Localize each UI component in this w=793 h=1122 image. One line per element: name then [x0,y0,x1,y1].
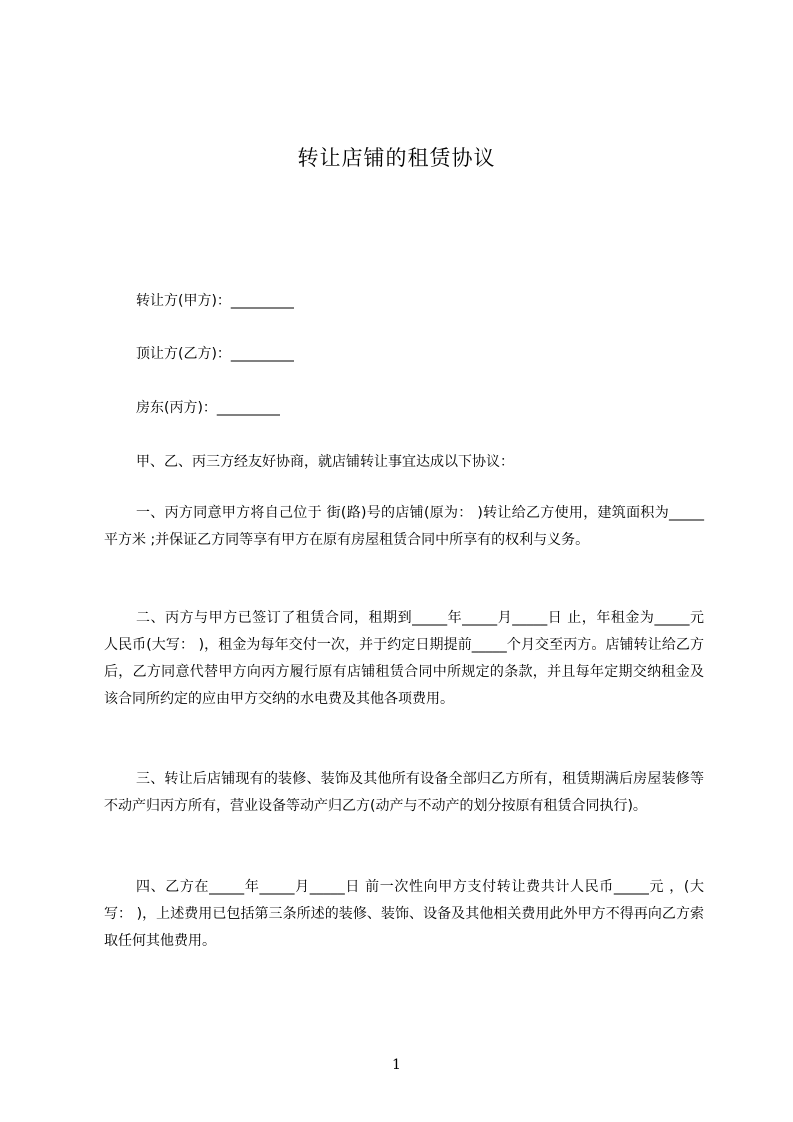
party-transferor: 转让方(甲方)：_________ [136,293,294,309]
clause-1: 一、丙方同意甲方将自己位于 街(路)号的店铺(原为： )转让给乙方使用，建筑面积为_____平方米 ;并保证乙方同等享有甲方在原有房屋租赁合同中所享有的权利与义务。 [104,505,704,548]
party-transferee: 顶让方(乙方)：_________ [136,346,294,362]
document-title: 转让店铺的租赁协议 [297,146,496,170]
clause-2: 二、丙方与甲方已签订了租赁合同，租期到_____年_____月_____日 止，年租金为_____元 人民币(大写： )，租金为每年交付一次，并于约定日期提前_____个月交至丙方。店铺转让给乙方后，乙方同意代替甲方向丙方履行原有店铺租赁合同中所规定的条款，并且每年定期交纳租金及该合同所约定的应由甲方交纳的水电费及其他各项费用。 [104,610,704,707]
clause-4: 四、乙方在_____年_____月_____日 前一次性向甲方支付转让费共计人民币_____元 ，(大写： )，上述费用已包括第三条所述的装修、装饰、设备及其他相关费用此外甲方不得再向乙方索取任何其他费用。 [104,879,704,949]
clause-3: 三、转让后店铺现有的装修、装饰及其他所有设备全部归乙方所有，租赁期满后房屋装修等不动产归丙方所有，营业设备等动产归乙方(动产与不动产的划分按原有租赁合同执行)。 [104,771,704,814]
party-landlord: 房东(丙方)：_________ [136,400,280,416]
intro-paragraph: 甲、乙、丙三方经友好协商，就店铺转让事宜达成以下协议： [136,454,514,470]
page-number: 1 [392,1057,401,1073]
